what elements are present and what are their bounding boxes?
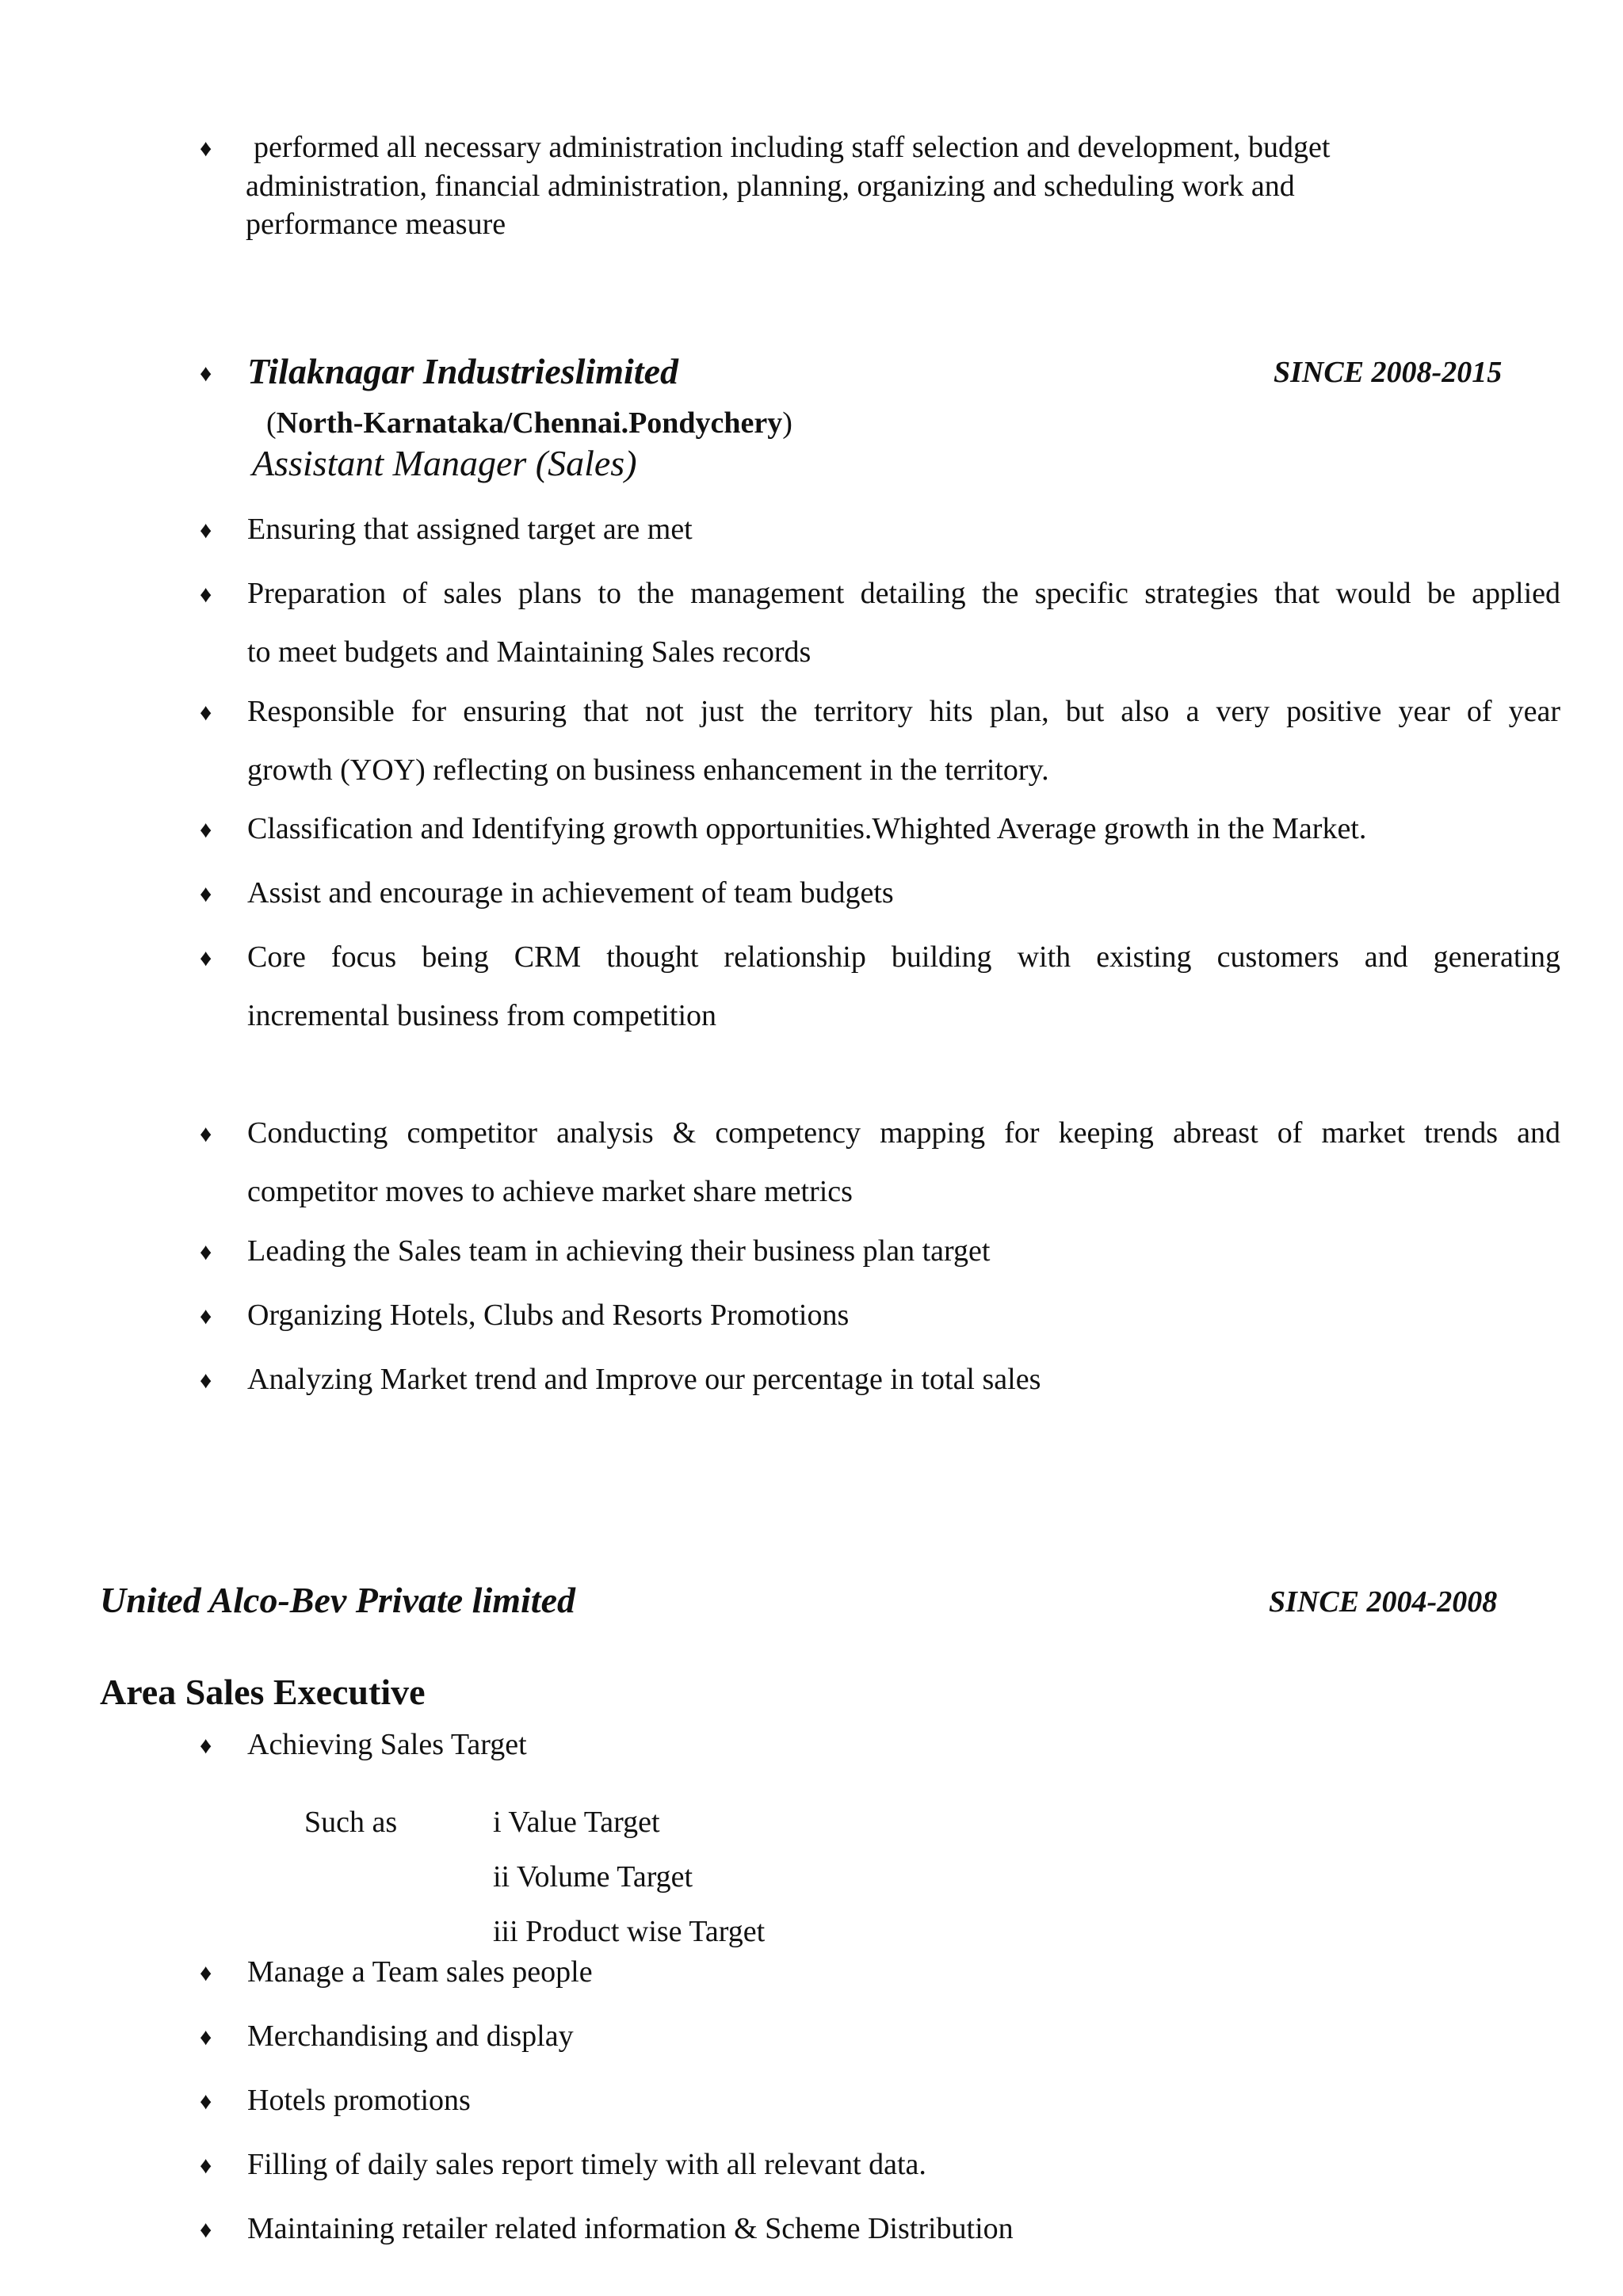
such-as-label: Such as — [304, 1806, 398, 1839]
bullet-icon: ♦ — [200, 1121, 212, 1147]
duty-line: Hotels promotions — [247, 2084, 471, 2117]
bullet-icon: ♦ — [200, 1733, 212, 1759]
duty-line: Manage a Team sales people — [247, 1955, 593, 1989]
duty-line: Merchandising and display — [247, 2019, 574, 2053]
bullet-icon: ♦ — [200, 2153, 212, 2179]
duty-line: Analyzing Market trend and Improve our percentage in total sales — [247, 1363, 1041, 1396]
bullet-icon: ♦ — [200, 881, 212, 907]
job1-company: Tilaknagar Industrieslimited — [247, 351, 679, 391]
job1-location-text: North-Karnataka/Chennai.Pondychery — [276, 406, 783, 440]
duty-line: Leading the Sales team in achieving their business plan target — [247, 1234, 991, 1268]
duty-line: Filling of daily sales report timely with all relevant data. — [247, 2148, 926, 2181]
duty-line: incremental business from competition — [247, 999, 717, 1032]
job1-period: SINCE 2008-2015 — [1274, 356, 1503, 389]
bullet-icon: ♦ — [200, 2217, 212, 2243]
duty-line: Maintaining retailer related information & Scheme Distribution — [247, 2212, 1014, 2245]
duty-line: Core focus being CRM thought relationship building with existing customers and generating — [247, 940, 1560, 974]
bullet-icon: ♦ — [200, 1367, 212, 1394]
duty-line: Preparation of sales plans to the management detailing the specific strategies that would be applied — [247, 577, 1560, 610]
target-item: iii Product wise Target — [493, 1915, 766, 1948]
job1-role: Assistant Manager (Sales) — [252, 443, 637, 483]
target-item: i Value Target — [493, 1806, 660, 1839]
bullet-icon: ♦ — [200, 817, 212, 843]
intro-line-1: performed all necessary administration including staff selection and development, budget — [254, 131, 1331, 164]
duty-line: Assist and encourage in achievement of team budgets — [247, 876, 894, 910]
job2-company: United Alco-Bev Private limited — [100, 1580, 575, 1620]
duty-line: Classification and Identifying growth opportunities.Whighted Average growth in the Market. — [247, 812, 1367, 845]
duty-line: Organizing Hotels, Clubs and Resorts Promotions — [247, 1299, 850, 1332]
bullet-icon: ♦ — [200, 1239, 212, 1265]
bullet-icon: ♦ — [200, 517, 212, 543]
duty-line: Achieving Sales Target — [247, 1728, 527, 1761]
location-open-paren: ( — [266, 406, 277, 440]
bullet-icon: ♦ — [200, 135, 212, 162]
bullet-icon: ♦ — [200, 1303, 212, 1329]
bullet-icon: ♦ — [200, 700, 212, 726]
bullet-icon: ♦ — [200, 2024, 212, 2050]
target-item: ii Volume Target — [493, 1860, 693, 1894]
bullet-icon: ♦ — [200, 945, 212, 971]
job2-period: SINCE 2004-2008 — [1269, 1585, 1498, 1619]
intro-line-3: performance measure — [246, 208, 506, 241]
bullet-icon: ♦ — [200, 1960, 212, 1986]
duty-line: competitor moves to achieve market share metrics — [247, 1175, 853, 1208]
intro-line-2: administration, financial administration, planning, organizing and scheduling work and — [246, 170, 1295, 203]
duty-line: Conducting competitor analysis & competency mapping for keeping abreast of market trends and — [247, 1116, 1560, 1150]
duty-line: growth (YOY) reflecting on business enhancement in the territory. — [247, 753, 1049, 787]
location-close-paren: ) — [782, 406, 792, 440]
duty-line: to meet budgets and Maintaining Sales records — [247, 635, 812, 669]
job1-location — [266, 406, 792, 441]
job2-role: Area Sales Executive — [100, 1672, 426, 1712]
bullet-icon: ♦ — [200, 582, 212, 608]
bullet-icon: ♦ — [200, 2088, 212, 2115]
bullet-icon: ♦ — [200, 360, 212, 387]
duty-line: Ensuring that assigned target are met — [247, 513, 693, 546]
duty-line: Responsible for ensuring that not just the territory hits plan, but also a very positive year of year — [247, 695, 1560, 728]
